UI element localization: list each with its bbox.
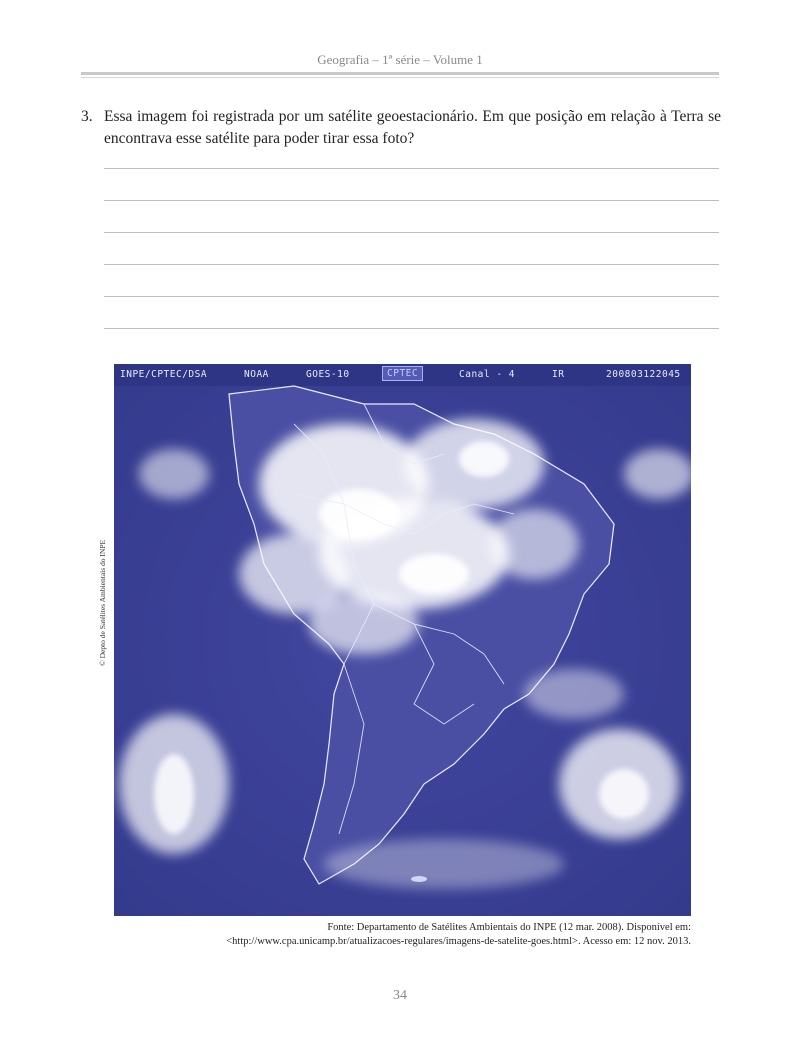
question-number: 3. <box>81 108 93 125</box>
source-line-2: <http://www.cpa.unicamp.br/atualizacoes-regulares/imagens-de-satelite-goes.html>. Acesso em: 12 nov. 2013. <box>226 936 691 947</box>
answer-line[interactable] <box>104 328 719 329</box>
answer-line[interactable] <box>104 200 719 201</box>
answer-line[interactable] <box>104 232 719 233</box>
cptec-logo: CPTEC <box>382 366 423 381</box>
answer-line[interactable] <box>104 168 719 169</box>
answer-line[interactable] <box>104 264 719 265</box>
header-rule-thin <box>81 77 719 78</box>
question-text: Essa imagem foi registrada por um satélite geoestacionário. Em que posição em relação à Terra se encontrava esse satélite para poder tirar essa foto? <box>104 108 721 147</box>
header-rule <box>81 72 719 75</box>
overlay-satellite: GOES-10 <box>306 369 350 380</box>
satellite-map <box>114 364 691 916</box>
question-3 <box>81 106 721 150</box>
overlay-noaa: NOAA <box>244 369 269 380</box>
overlay-channel: Canal - 4 <box>459 369 515 380</box>
satellite-image <box>114 364 691 916</box>
overlay-timestamp: 200803122045 <box>606 369 681 380</box>
source-line-1: Fonte: Departamento de Satélites Ambientais do INPE (12 mar. 2008). Disponível em: <box>327 922 691 933</box>
image-credit: © Depto de Satélites Ambientais do INPE <box>98 539 107 666</box>
answer-line[interactable] <box>104 296 719 297</box>
page-number: 34 <box>393 988 407 1003</box>
overlay-band: IR <box>552 369 565 380</box>
running-header: Geografia – 1ª série – Volume 1 <box>317 52 483 67</box>
overlay-agency: INPE/CPTEC/DSA <box>120 369 208 380</box>
satellite-overlay-header <box>114 364 691 386</box>
